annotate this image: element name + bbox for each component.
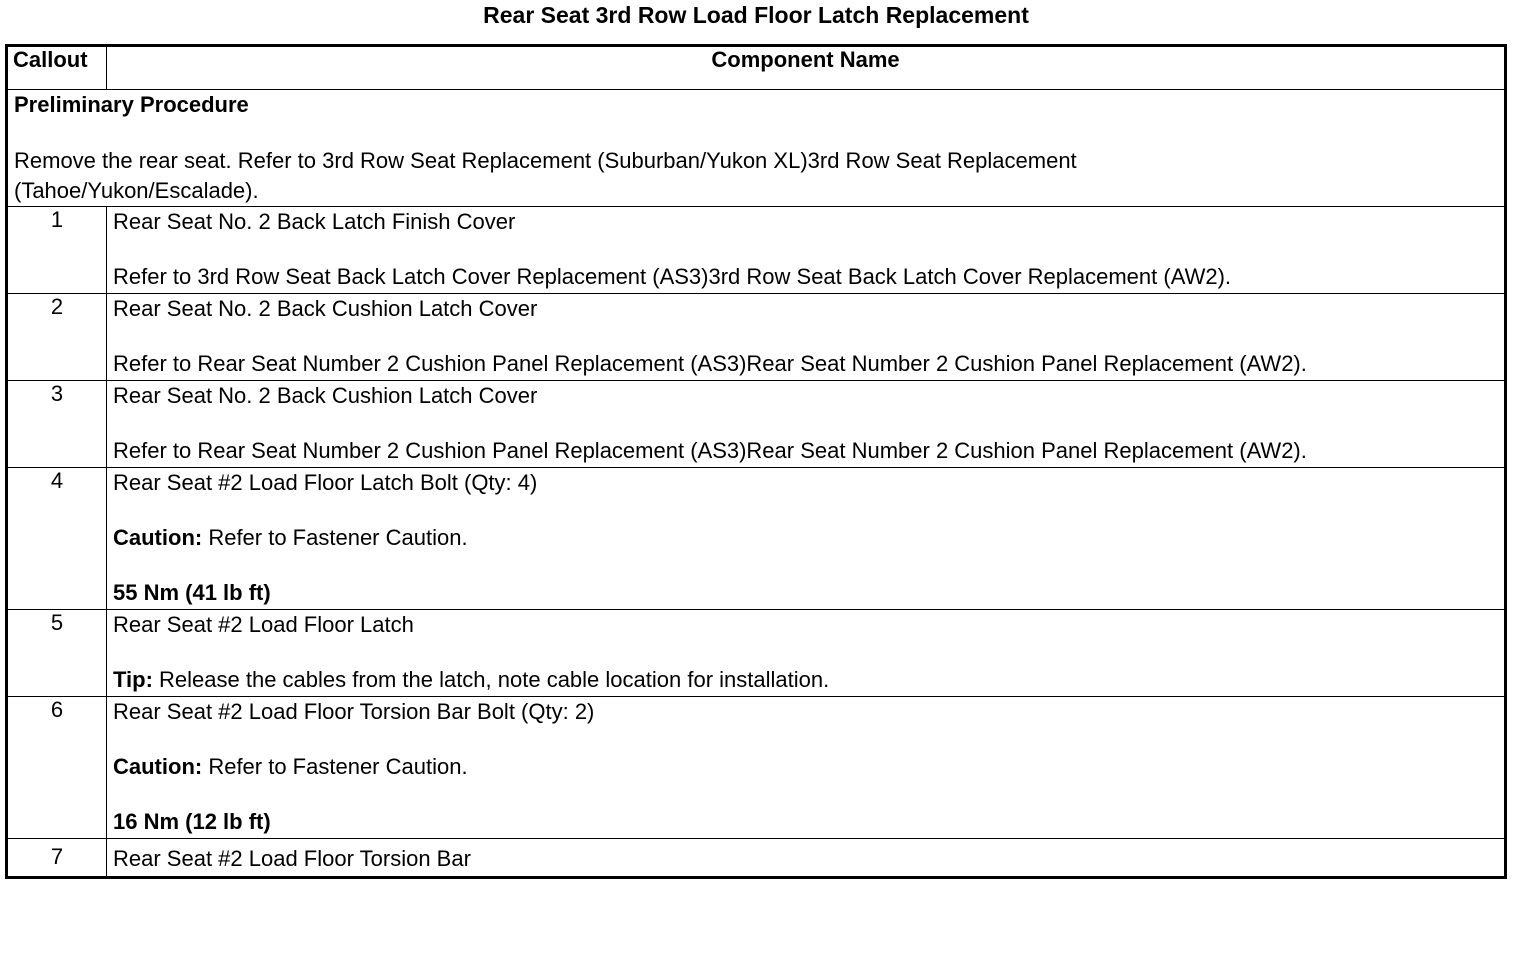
- component-name: Rear Seat #2 Load Floor Latch: [113, 612, 414, 637]
- callout-number: 2: [7, 294, 107, 381]
- component-cell: [107, 697, 1506, 839]
- table-row: [7, 610, 1506, 697]
- table-row: [7, 839, 1506, 878]
- caution-label: Caution:: [113, 525, 203, 550]
- procedure-table: [5, 44, 1507, 879]
- preliminary-procedure-row: [7, 90, 1506, 207]
- caution-note: [113, 523, 1498, 553]
- callout-number: 7: [7, 839, 107, 878]
- component-cell: [107, 610, 1506, 697]
- component-cell: [107, 207, 1506, 294]
- tip-label: Tip:: [113, 667, 153, 692]
- table-row: [7, 294, 1506, 381]
- callout-number: 6: [7, 697, 107, 839]
- table-row: [7, 207, 1506, 294]
- page-title: Rear Seat 3rd Row Load Floor Latch Replacement: [483, 2, 1029, 28]
- component-name: Rear Seat #2 Load Floor Latch Bolt (Qty: 4): [113, 470, 538, 495]
- torque-spec: 16 Nm (12 lb ft): [113, 809, 271, 834]
- component-name: Rear Seat No. 2 Back Latch Finish Cover: [113, 209, 516, 234]
- caution-text: Refer to Fastener Caution.: [202, 754, 468, 779]
- preliminary-text-line-1: Remove the rear seat. Refer to 3rd Row Seat Replacement (Suburban/Yukon XL)3rd Row Seat Replacement: [14, 148, 1077, 173]
- torque-spec: 55 Nm (41 lb ft): [113, 580, 271, 605]
- component-name: Rear Seat #2 Load Floor Torsion Bar: [113, 846, 471, 871]
- caution-label: Caution:: [113, 754, 203, 779]
- component-cell: [107, 468, 1506, 610]
- component-cell: [107, 294, 1506, 381]
- component-name-column-header: Component Name: [107, 46, 1506, 90]
- component-name: Rear Seat No. 2 Back Cushion Latch Cover: [113, 296, 538, 321]
- component-name: Rear Seat No. 2 Back Cushion Latch Cover: [113, 383, 538, 408]
- callout-number: 4: [7, 468, 107, 610]
- reference-note: Refer to Rear Seat Number 2 Cushion Panel Replacement (AS3)Rear Seat Number 2 Cushion Panel Replacement (AW2).: [113, 351, 1307, 376]
- tip-text: Release the cables from the latch, note cable location for installation.: [152, 667, 830, 692]
- preliminary-text-line-2: (Tahoe/Yukon/Escalade).: [14, 178, 259, 203]
- table-row: [7, 381, 1506, 468]
- component-cell: [107, 839, 1506, 878]
- reference-note: Refer to Rear Seat Number 2 Cushion Panel Replacement (AS3)Rear Seat Number 2 Cushion Panel Replacement (AW2).: [113, 438, 1307, 463]
- table-header-row: [7, 46, 1506, 90]
- callout-number: 5: [7, 610, 107, 697]
- reference-note: Refer to 3rd Row Seat Back Latch Cover Replacement (AS3)3rd Row Seat Back Latch Cover Replacement (AW2).: [113, 264, 1232, 289]
- callout-number: 1: [7, 207, 107, 294]
- preliminary-procedure-text: [14, 146, 1498, 206]
- callout-column-header: Callout: [7, 46, 107, 90]
- tip-note: [113, 665, 1498, 695]
- table-row: [7, 468, 1506, 610]
- preliminary-procedure-cell: [7, 90, 1506, 207]
- caution-note: [113, 752, 1498, 782]
- table-row: [7, 697, 1506, 839]
- callout-number: 3: [7, 381, 107, 468]
- caution-text: Refer to Fastener Caution.: [202, 525, 468, 550]
- preliminary-procedure-heading: Preliminary Procedure: [14, 92, 249, 117]
- component-name: Rear Seat #2 Load Floor Torsion Bar Bolt (Qty: 2): [113, 699, 595, 724]
- component-cell: [107, 381, 1506, 468]
